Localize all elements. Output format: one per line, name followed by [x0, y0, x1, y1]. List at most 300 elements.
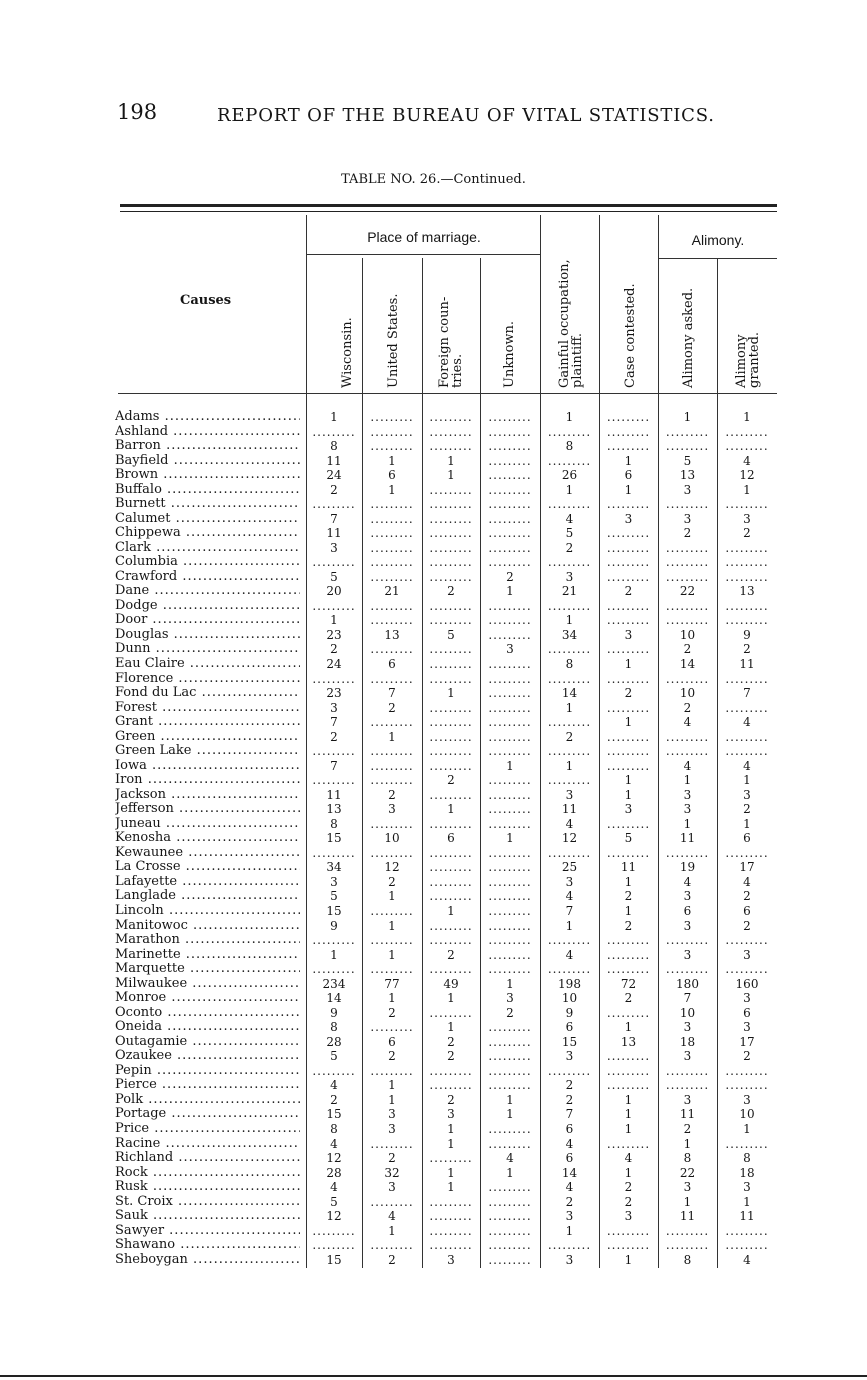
table-cell: 1	[506, 1165, 514, 1180]
leader-dots: .........	[606, 1136, 651, 1151]
leader-dots: .........	[665, 671, 710, 686]
county-name: Juneau .....	[115, 817, 300, 831]
leader-dots: .........	[370, 1136, 414, 1151]
county-name: Monroe .....	[115, 991, 300, 1005]
table-cell: 2	[624, 584, 633, 599]
table-row	[0, 1107, 867, 1121]
table-cell: 7	[565, 904, 574, 919]
county-name: Rock .....	[115, 1166, 300, 1180]
table-row	[0, 1064, 867, 1078]
leader-dots: .........	[312, 671, 356, 686]
table-cell: 1	[743, 482, 751, 497]
leader-dots: .........	[488, 904, 532, 919]
table-cell: 3	[743, 787, 751, 802]
table-cell: 2	[388, 1049, 396, 1064]
table-cell: 1	[388, 947, 396, 962]
table-cell: 2	[447, 1034, 455, 1049]
leader-dots: .........	[488, 962, 532, 977]
table-cell: 2	[388, 1252, 396, 1267]
table-cell: 1	[506, 976, 514, 991]
table-cell: 4	[743, 1252, 751, 1267]
county-name: St. Croix .....	[115, 1195, 300, 1209]
table-cell: 3	[743, 1092, 751, 1107]
leader-dots: .........	[312, 497, 356, 512]
leader-dots: .........	[370, 613, 414, 628]
table-cell: 198	[558, 976, 581, 991]
table-cell: 11	[679, 1209, 696, 1224]
table-cell: 6	[743, 1005, 751, 1020]
column-header	[735, 332, 761, 388]
table-cell: 3	[683, 918, 692, 933]
table-cell: 180	[676, 976, 699, 991]
leader-dots: .........	[429, 845, 473, 860]
table-cell: 24	[326, 657, 342, 671]
leader-dots: .........	[312, 933, 356, 948]
table-cell: 2	[683, 1121, 692, 1136]
table-cell: 8	[330, 1121, 338, 1136]
county-name: Eau Claire .....	[115, 657, 300, 671]
table-cell: 23	[326, 686, 342, 701]
table-cell: 13	[384, 627, 400, 642]
table-cell: 1	[683, 816, 692, 831]
table-cell: 1	[565, 918, 574, 933]
leader-dots: .........	[725, 1223, 769, 1238]
leader-dots: .........	[547, 1063, 592, 1078]
table-cell: 1	[743, 773, 751, 788]
column-header	[387, 294, 400, 388]
table-cell: 3	[683, 889, 692, 904]
column-header	[438, 297, 464, 388]
leader-dots: .........	[725, 933, 769, 948]
county-name: Pierce .....	[115, 1078, 300, 1092]
table-cell: 1	[565, 613, 574, 628]
alimony-group-rule	[659, 258, 777, 259]
table-cell: 3	[683, 482, 692, 497]
county-name: Shawano .....	[115, 1238, 300, 1252]
table-cell: 4	[683, 758, 692, 773]
table-cell: 1	[388, 991, 396, 1006]
leader-dots: .........	[488, 744, 532, 759]
table-cell: 14	[326, 991, 342, 1006]
table-row	[0, 759, 867, 773]
leader-dots: .........	[488, 933, 532, 948]
table-cell: 160	[735, 976, 759, 991]
county-name: Green .....	[115, 730, 300, 744]
leader-dots: .........	[429, 889, 473, 904]
table-cell: 2	[388, 874, 396, 889]
table-cell: 6	[388, 657, 396, 671]
table-cell: 1	[447, 1180, 455, 1195]
leader-dots: .........	[665, 729, 710, 744]
leader-dots: .........	[370, 410, 414, 424]
table-row	[0, 1195, 867, 1209]
table-row	[0, 628, 867, 642]
leader-dots: .........	[488, 1049, 532, 1064]
leader-dots: .........	[370, 744, 414, 759]
table-cell: 1	[447, 802, 455, 817]
table-cell: 1	[388, 1223, 396, 1238]
table-cell: 11	[620, 860, 637, 875]
table-cell: 2	[565, 1092, 574, 1107]
leader-dots: .........	[488, 468, 532, 483]
leader-dots: .........	[370, 1238, 414, 1253]
leader-dots: .........	[429, 1238, 473, 1253]
table-cell: 7	[743, 686, 751, 701]
table-cell: 1	[624, 482, 633, 497]
leader-dots: .........	[725, 555, 769, 570]
table-cell: 3	[565, 1209, 574, 1224]
table-cell: 10	[679, 1005, 696, 1020]
table-cell: 1	[330, 947, 338, 962]
table-row	[0, 1253, 867, 1267]
leader-dots: .........	[488, 1252, 532, 1267]
table-cell: 5	[565, 526, 574, 541]
table-cell: 13	[620, 1034, 637, 1049]
table-row	[0, 802, 867, 816]
table-row	[0, 642, 867, 656]
leader-dots: .........	[488, 787, 532, 802]
leader-dots: .........	[429, 715, 473, 730]
table-cell: 1	[506, 831, 514, 846]
leader-dots: .........	[547, 555, 592, 570]
table-cell: 1	[388, 729, 396, 744]
table-cell: 1	[447, 904, 455, 919]
county-name: Calumet .....	[115, 512, 300, 526]
table-cell: 11	[739, 1209, 755, 1224]
table-cell: 1	[330, 613, 338, 628]
table-cell: 1	[506, 584, 514, 599]
table-cell: 3	[565, 569, 574, 584]
table-cell: 1	[624, 787, 633, 802]
table-row	[0, 1238, 867, 1252]
table-row	[0, 831, 867, 845]
table-cell: 7	[330, 511, 338, 526]
table-cell: 26	[561, 468, 578, 483]
table-row	[0, 512, 867, 526]
table-cell: 1	[506, 1107, 514, 1122]
table-cell: 3	[388, 1107, 396, 1122]
table-cell: 3	[330, 700, 338, 715]
table-cell: 2	[388, 787, 396, 802]
leader-dots: .........	[370, 540, 414, 555]
table-cell: 3	[330, 874, 338, 889]
column-header-line: Wisconsin.	[339, 317, 355, 388]
leader-dots: .........	[606, 540, 651, 555]
table-cell: 2	[330, 642, 338, 657]
leader-dots: .........	[606, 816, 651, 831]
table-cell: 7	[565, 1107, 574, 1122]
table-cell: 1	[447, 1121, 455, 1136]
column-header-line: Gainful occupation,	[557, 259, 572, 388]
table-cell: 1	[388, 482, 396, 497]
leader-dots: .........	[370, 1063, 414, 1078]
table-cell: 14	[561, 686, 578, 701]
leader-dots: .........	[606, 598, 651, 613]
table-cell: 4	[565, 947, 574, 962]
table-cell: 3	[743, 947, 751, 962]
county-name: Outagamie .....	[115, 1035, 300, 1049]
table-cell: 9	[565, 1005, 574, 1020]
leader-dots: .........	[606, 642, 651, 657]
leader-dots: .........	[488, 1180, 532, 1195]
table-cell: 4	[683, 715, 692, 730]
table-cell: 4	[330, 1180, 338, 1195]
table-cell: 6	[743, 904, 751, 919]
table-cell: 13	[679, 468, 696, 483]
top-rule-thin	[120, 211, 777, 212]
table-cell: 4	[330, 1078, 338, 1093]
table-cell: 11	[679, 831, 696, 846]
table-cell: 34	[326, 860, 342, 875]
table-cell: 2	[624, 918, 633, 933]
county-name: Portage .....	[115, 1107, 300, 1121]
leader-dots: .........	[429, 744, 473, 759]
leader-dots: .........	[606, 439, 651, 454]
leader-dots: .........	[665, 933, 710, 948]
table-cell: 8	[565, 657, 574, 671]
table-cell: 4	[743, 874, 751, 889]
table-cell: 2	[743, 642, 751, 657]
table-row	[0, 1166, 867, 1180]
leader-dots: .........	[370, 497, 414, 512]
table-cell: 7	[330, 715, 338, 730]
county-name: Lincoln .....	[115, 904, 300, 918]
table-cell: 5	[330, 1194, 338, 1209]
table-cell: 3	[743, 1020, 751, 1035]
table-cell: 10	[561, 991, 578, 1006]
leader-dots: .........	[312, 845, 356, 860]
table-cell: 2	[624, 686, 633, 701]
leader-dots: .........	[547, 642, 592, 657]
table-row	[0, 454, 867, 468]
table-cell: 34	[561, 627, 578, 642]
county-name: Iron .....	[115, 773, 300, 787]
leader-dots: .........	[370, 904, 414, 919]
county-name: Marquette .....	[115, 962, 300, 976]
column-header-line: granted.	[747, 331, 762, 388]
leader-dots: .........	[665, 1078, 710, 1093]
table-row	[0, 730, 867, 744]
leader-dots: .........	[488, 598, 532, 613]
leader-dots: .........	[429, 729, 473, 744]
table-cell: 3	[624, 627, 633, 642]
table-cell: 9	[330, 918, 338, 933]
table-cell: 1	[506, 758, 514, 773]
table-cell: 3	[565, 1252, 574, 1267]
leader-dots: .........	[429, 657, 473, 671]
leader-dots: .........	[606, 613, 651, 628]
leader-dots: .........	[429, 424, 473, 439]
table-cell: 1	[447, 1136, 455, 1151]
county-name: La Crosse .....	[115, 860, 300, 874]
county-name: Barron .....	[115, 439, 300, 453]
county-name: Langlade .....	[115, 889, 300, 903]
leader-dots: .........	[429, 1005, 473, 1020]
table-cell: 2	[565, 540, 574, 555]
table-cell: 11	[326, 787, 342, 802]
leader-dots: .........	[429, 540, 473, 555]
table-cell: 15	[326, 831, 342, 846]
table-cell: 1	[743, 816, 751, 831]
table-cell: 1	[683, 1136, 692, 1151]
table-cell: 2	[743, 918, 751, 933]
table-row	[0, 919, 867, 933]
leader-dots: .........	[429, 1223, 473, 1238]
table-cell: 28	[326, 1034, 342, 1049]
county-name: Burnett .....	[115, 497, 300, 511]
table-cell: 21	[384, 584, 400, 599]
leader-dots: .........	[370, 962, 414, 977]
table-cell: 3	[683, 787, 692, 802]
bottom-rule	[0, 1375, 867, 1377]
table-cell: 4	[388, 1209, 396, 1224]
leader-dots: .........	[488, 1223, 532, 1238]
table-cell: 4	[743, 715, 751, 730]
table-row	[0, 933, 867, 947]
county-name: Milwaukee .....	[115, 977, 300, 991]
table-cell: 8	[565, 439, 574, 454]
leader-dots: .........	[429, 933, 473, 948]
leader-dots: .........	[429, 758, 473, 773]
table-row	[0, 744, 867, 758]
leader-dots: .........	[665, 497, 710, 512]
leader-dots: .........	[665, 555, 710, 570]
table-cell: 6	[565, 1151, 574, 1166]
leader-dots: .........	[312, 773, 356, 788]
table-cell: 2	[624, 991, 633, 1006]
leader-dots: .........	[665, 962, 710, 977]
table-cell: 1	[447, 453, 455, 468]
county-name: Buffalo .....	[115, 483, 300, 497]
leader-dots: .........	[665, 744, 710, 759]
county-name: Lafayette .....	[115, 875, 300, 889]
table-cell: 13	[739, 584, 755, 599]
table-cell: 12	[326, 1209, 342, 1224]
table-cell: 19	[679, 860, 696, 875]
table-cell: 2	[330, 482, 338, 497]
column-header-line: plaintiff.	[570, 332, 585, 388]
leader-dots: .........	[725, 1063, 769, 1078]
table-cell: 24	[326, 468, 342, 483]
leader-dots: .........	[547, 424, 592, 439]
table-row	[0, 1078, 867, 1092]
table-row	[0, 962, 867, 976]
county-name: Polk .....	[115, 1093, 300, 1107]
table-cell: 3	[683, 1092, 692, 1107]
table-cell: 12	[739, 468, 755, 483]
table-cell: 1	[624, 1252, 633, 1267]
table-cell: 17	[739, 860, 755, 875]
leader-dots: .........	[370, 526, 414, 541]
leader-dots: .........	[488, 773, 532, 788]
table-cell: 7	[683, 991, 692, 1006]
table-row	[0, 1151, 867, 1165]
table-cell: 8	[330, 816, 338, 831]
table-cell: 77	[384, 976, 400, 991]
table-row	[0, 1122, 867, 1136]
table-cell: 2	[388, 1151, 396, 1166]
county-name: Crawford .....	[115, 570, 300, 584]
leader-dots: .........	[429, 410, 473, 424]
county-name: Door .....	[115, 613, 300, 627]
leader-dots: .........	[606, 947, 651, 962]
table-row	[0, 555, 867, 569]
leader-dots: .........	[370, 555, 414, 570]
table-row	[0, 991, 867, 1005]
causes-heading: Causes	[180, 293, 232, 308]
leader-dots: .........	[606, 1049, 651, 1064]
table-row	[0, 686, 867, 700]
leader-dots: .........	[488, 729, 532, 744]
county-name: Grant .....	[115, 715, 300, 729]
table-cell: 6	[565, 1020, 574, 1035]
table-cell: 1	[447, 468, 455, 483]
table-cell: 1	[565, 1223, 574, 1238]
leader-dots: .........	[488, 802, 532, 817]
table-cell: 8	[330, 1020, 338, 1035]
leader-dots: .........	[370, 845, 414, 860]
leader-dots: .........	[488, 511, 532, 526]
table-cell: 1	[447, 1020, 455, 1035]
table-cell: 2	[447, 773, 455, 788]
leader-dots: .........	[488, 453, 532, 468]
place-of-marriage-heading: Place of marriage.	[367, 229, 481, 245]
table-cell: 4	[743, 453, 751, 468]
leader-dots: .........	[606, 569, 651, 584]
table-cell: 1	[565, 700, 574, 715]
leader-dots: .........	[725, 671, 769, 686]
leader-dots: .........	[665, 598, 710, 613]
table-cell: 1	[743, 410, 751, 424]
table-cell: 1	[624, 904, 633, 919]
leader-dots: .........	[547, 744, 592, 759]
county-name: Sawyer .....	[115, 1224, 300, 1238]
leader-dots: .........	[429, 1209, 473, 1224]
leader-dots: .........	[312, 962, 356, 977]
leader-dots: .........	[370, 671, 414, 686]
table-cell: 8	[743, 1151, 751, 1166]
leader-dots: .........	[488, 1136, 532, 1151]
county-name: Oneida .....	[115, 1020, 300, 1034]
table-row	[0, 468, 867, 482]
table-cell: 5	[624, 831, 633, 846]
county-name: Sheboygan .....	[115, 1253, 300, 1267]
running-head: REPORT OF THE BUREAU OF VITAL STATISTICS.	[217, 105, 715, 126]
table-cell: 5	[330, 1049, 338, 1064]
table-cell: 1	[388, 1078, 396, 1093]
leader-dots: .........	[547, 1238, 592, 1253]
table-cell: 2	[506, 1005, 514, 1020]
table-cell: 8	[330, 439, 338, 454]
leader-dots: .........	[488, 1194, 532, 1209]
table-cell: 2	[565, 1194, 574, 1209]
table-cell: 3	[683, 1020, 692, 1035]
leader-dots: .........	[606, 758, 651, 773]
leader-dots: .........	[488, 845, 532, 860]
table-cell: 11	[679, 1107, 696, 1122]
table-row	[0, 860, 867, 874]
table-cell: 2	[330, 1092, 338, 1107]
table-cell: 9	[330, 1005, 338, 1020]
table-cell: 7	[330, 758, 338, 773]
leader-dots: .........	[488, 657, 532, 671]
table-row	[0, 715, 867, 729]
table-cell: 2	[565, 729, 574, 744]
table-cell: 2	[743, 1049, 751, 1064]
table-cell: 1	[330, 410, 338, 424]
table-cell: 22	[679, 1165, 696, 1180]
table-cell: 1	[565, 482, 574, 497]
